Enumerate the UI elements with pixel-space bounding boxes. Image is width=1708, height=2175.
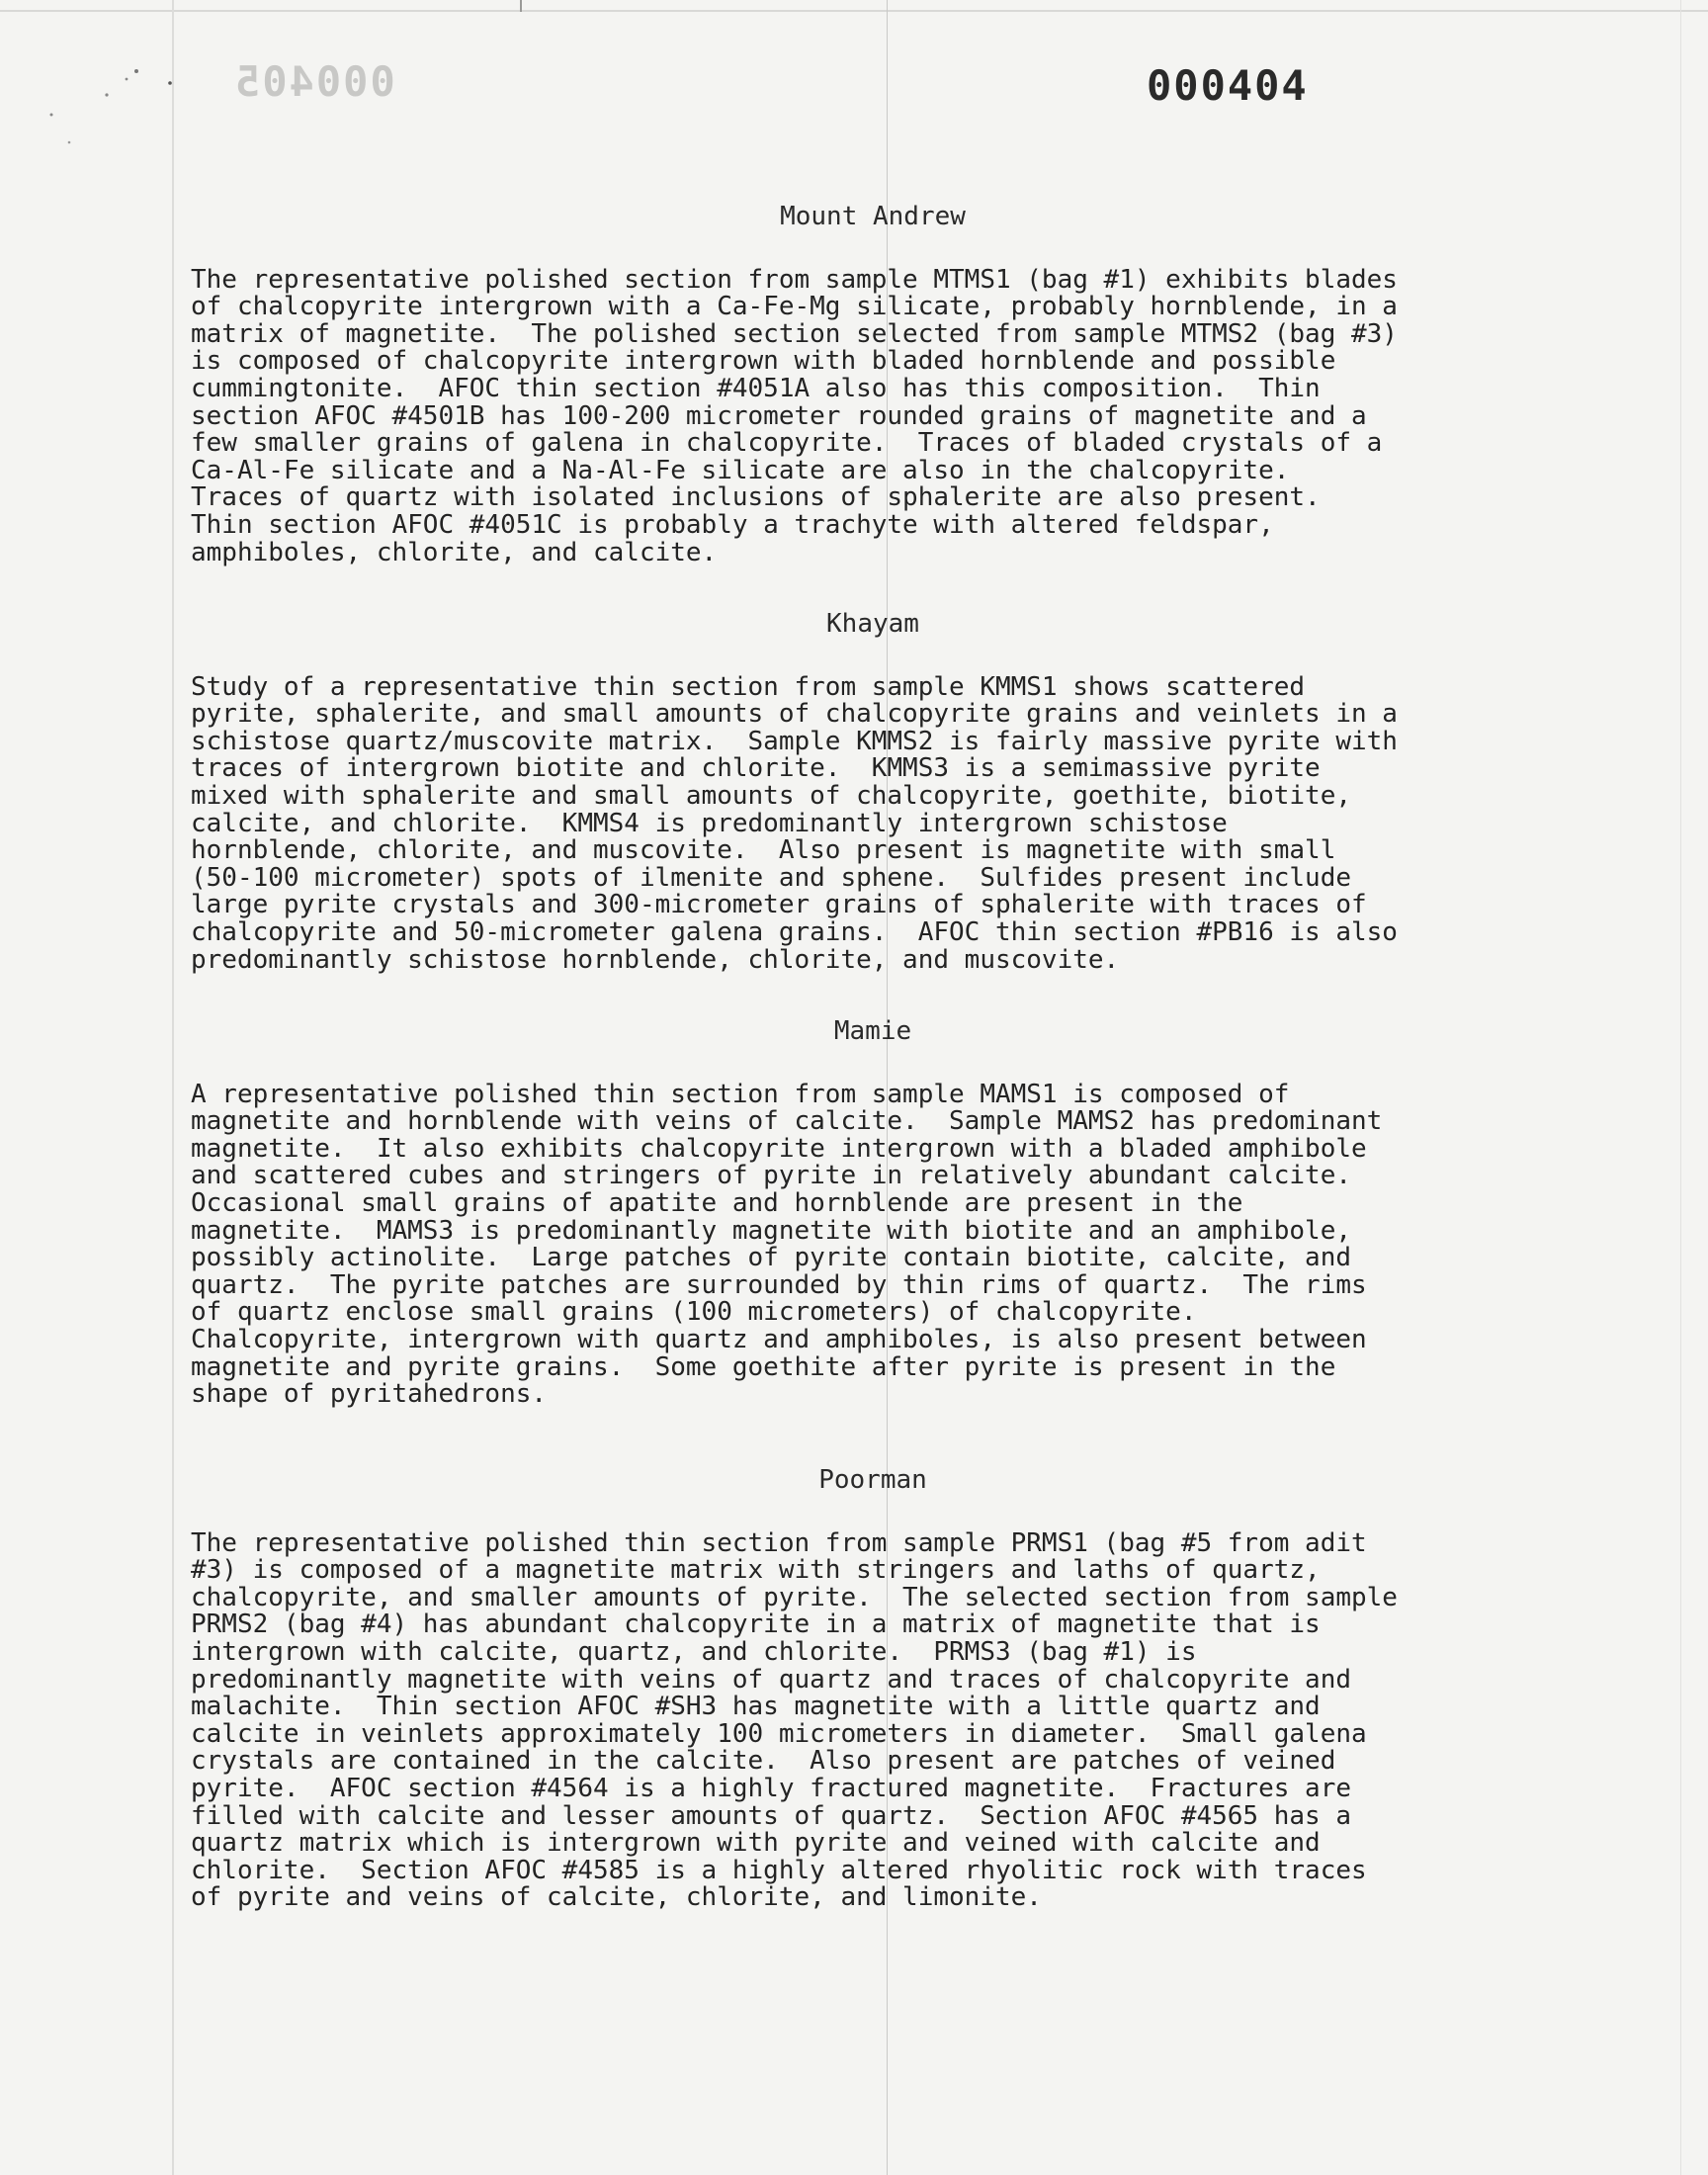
section-mamie xyxy=(191,1018,1495,1409)
scan-edge-top xyxy=(0,10,1708,12)
scan-tick-mark xyxy=(520,0,522,12)
section-poorman xyxy=(191,1467,1495,1912)
scan-specks xyxy=(40,59,178,158)
section-heading: Mount Andrew xyxy=(780,202,966,231)
section-paragraph: Study of a representative thin section from sample KMMS1 shows scattered pyrite, sphalerite, and small amounts of chalcopyrite grains and veinlets in a schistose quartz/muscovite matrix. Sample KMMS2 is fairly massive pyrite with traces of intergrown biotite and chlorite. KMMS3 is a semimassive pyrite mixed with sphalerite and small amounts of chalcopyrite, goethite, biotite, calcite, and chlorite. KMMS4 is predominantly intergrown schistose hornblende, chlorite, and muscovite. Also present is magnetite with small (50-100 micrometer) spots of ilmenite and sphene. Sulfides present include large pyrite crystals and 300-micrometer grains of sphalerite with traces of chalcopyrite and 50-micrometer galena grains. AFOC thin section #PB16 is also predominantly schistose hornblende, chlorite, and muscovite. xyxy=(191,671,1398,975)
section-heading: Khayam xyxy=(826,609,919,639)
section-heading: Poorman xyxy=(818,1465,927,1495)
section-heading: Mamie xyxy=(833,1016,912,1046)
section-paragraph: The representative polished section from sample MTMS1 (bag #1) exhibits blades of chalcopyrite intergrown with a Ca-Fe-Mg silicate, probably hornblende, in a matrix of magnetite. The polished section selected from sample MTMS2 (bag #3) is composed of chalcopyrite intergrown with bladed hornblende and possible cummingtonite. AFOC thin section #4051A also has this composition. Thin section AFOC #4501B has 100-200 micrometer rounded grains of magnetite and a few smaller grains of galena in chalcopyrite. Traces of bladed crystals of a Ca-Al-Fe silicate and a Na-Al-Fe silicate are also in the chalcopyrite. Traces of quartz with isolated inclusions of sphalerite are also present. Thin section AFOC #4051C is probably a trachyte with altered feldspar, amphiboles, chlorite, and calcite. xyxy=(191,264,1398,567)
section-paragraph: The representative polished thin section from sample PRMS1 (bag #5 from adit #3) is composed of a magnetite matrix with stringers and laths of quartz, chalcopyrite, and smaller amounts of pyrite. The selected section from sample PRMS2 (bag #4) has abundant chalcopyrite in a matrix of magnetite that is intergrown with calcite, quartz, and chlorite. PRMS3 (bag #1) is predominantly magnetite with veins of quartz and traces of chalcopyrite and malachite. Thin section AFOC #SH3 has magnetite with a little quartz and calcite in veinlets approximately 100 micrometers in diameter. Small galena crystals are contained in the calcite. Also present are patches of veined pyrite. AFOC section #4564 is a highly fractured magnetite. Fractures are filled with calcite and lesser amounts of quartz. Section AFOC #4565 has a quartz matrix which is intergrown with pyrite and veined with calcite and chlorite. Section AFOC #4585 is a highly altered rhyolitic rock with traces of pyrite and veins of calcite, chlorite, and limonite. xyxy=(191,1527,1398,1913)
page-number: 000404 xyxy=(1147,61,1309,110)
section-paragraph: A representative polished thin section from sample MAMS1 is composed of magnetite and hornblende with veins of calcite. Sample MAMS2 has predominant magnetite. It also exhibits chalcopyrite intergrown with a bladed amphibole and scattered cubes and stringers of pyrite in relatively abundant calcite. Occasional small grains of apatite and hornblende are present in the magnetite. MAMS3 is predominantly magnetite with biotite and an amphibole, possibly actinolite. Large patches of pyrite contain biotite, calcite, and quartz. The pyrite patches are surrounded by thin rims of quartz. The rims of quartz enclose small grains (100 micrometers) of chalcopyrite. Chalcopyrite, intergrown with quartz and amphiboles, is also present between magnetite and pyrite grains. Some goethite after pyrite is present in the shape of pyritahedrons. xyxy=(191,1079,1383,1410)
scan-fold-left xyxy=(172,0,174,2175)
scan-edge-right xyxy=(1680,0,1681,2175)
section-mount-andrew xyxy=(191,204,1495,566)
bleed-through-page-number: 000405 xyxy=(233,57,395,106)
section-khayam xyxy=(191,611,1495,974)
